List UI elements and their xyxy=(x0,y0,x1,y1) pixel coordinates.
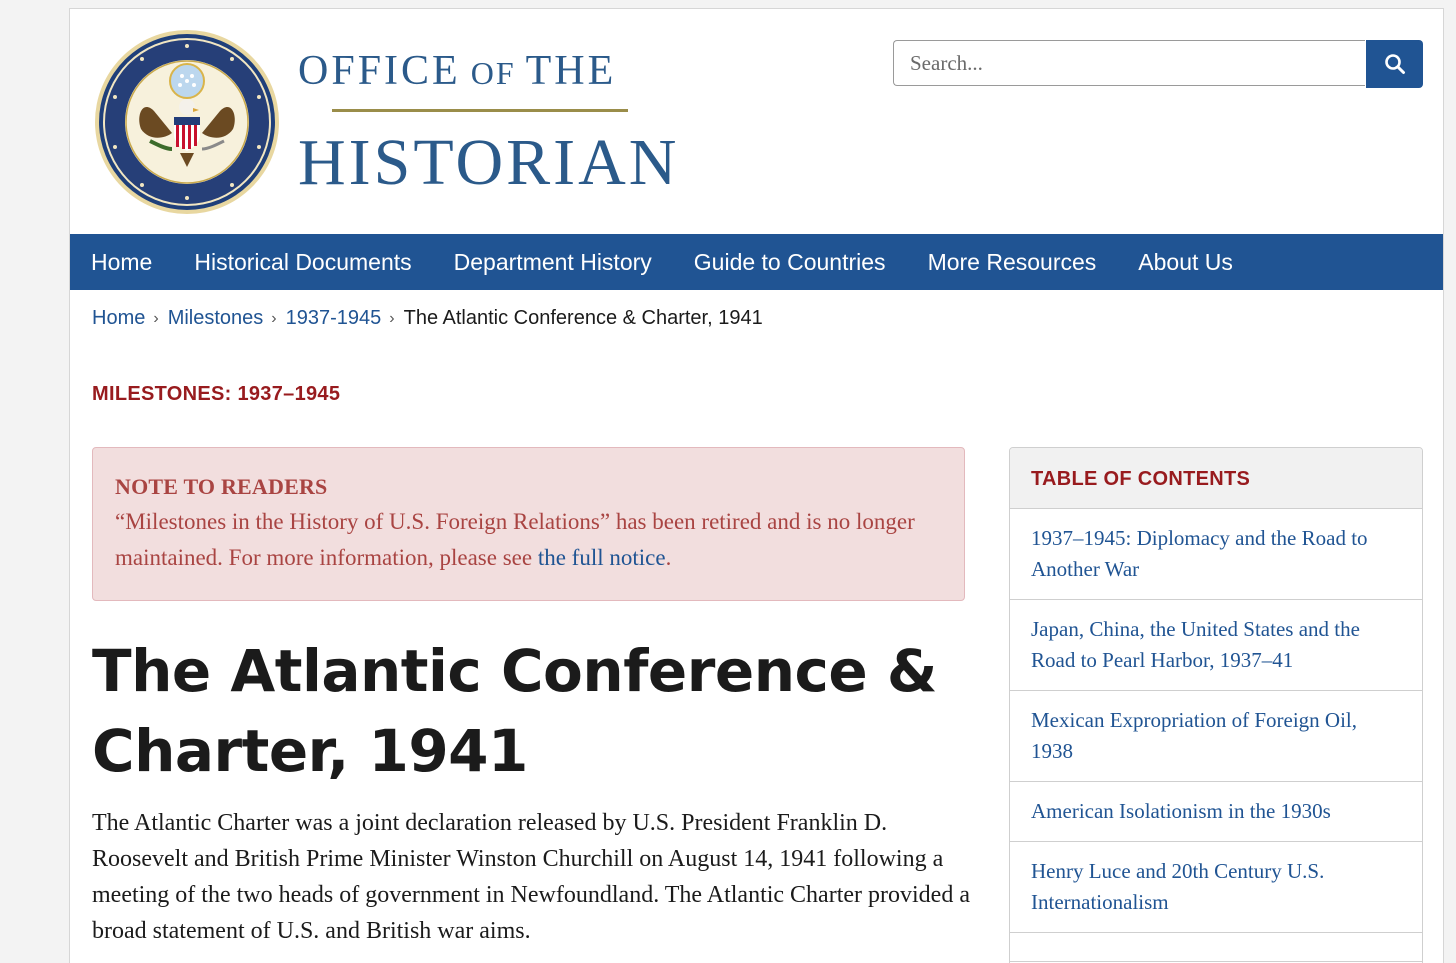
search-button[interactable] xyxy=(1366,40,1423,88)
breadcrumb-current: The Atlantic Conference & Charter, 1941 xyxy=(403,307,763,329)
breadcrumb xyxy=(92,307,763,330)
department-of-state-seal[interactable] xyxy=(94,29,280,215)
section-eyebrow: MILESTONES: 1937–1945 xyxy=(92,383,341,405)
toc-item[interactable]: Henry Luce and 20th Century U.S. Internationalism xyxy=(1010,842,1422,933)
main-nav xyxy=(70,234,1443,290)
logo-divider xyxy=(332,109,628,112)
logo-word-of: OF xyxy=(460,55,526,91)
nav-guide-to-countries[interactable]: Guide to Countries xyxy=(693,248,886,275)
nav-home[interactable]: Home xyxy=(91,248,153,275)
nav-about-us[interactable]: About Us xyxy=(1138,248,1233,275)
logo-word-the: THE xyxy=(525,48,617,94)
logo-historian[interactable]: HISTORIAN xyxy=(298,126,680,199)
note-to-readers xyxy=(92,447,965,601)
chevron-right-icon: › xyxy=(271,309,277,327)
toc-item[interactable] xyxy=(1010,933,1422,962)
note-end: . xyxy=(665,545,672,570)
toc-item[interactable]: Mexican Expropriation of Foreign Oil, 1938 xyxy=(1010,691,1422,782)
chevron-right-icon: › xyxy=(153,309,159,327)
logo-word-office: OFFICE xyxy=(298,48,461,94)
note-body xyxy=(115,504,942,576)
search-icon xyxy=(1384,53,1406,75)
breadcrumb-period[interactable]: 1937-1945 xyxy=(285,307,382,329)
page-title: The Atlantic Conference & Charter, 1941 xyxy=(92,637,937,785)
note-text: “Milestones in the History of U.S. Foreign Relations” has been retired and is no longer maintained. For more information, please see xyxy=(115,509,915,570)
breadcrumb-milestones[interactable]: Milestones xyxy=(167,307,264,329)
nav-more-resources[interactable]: More Resources xyxy=(927,248,1097,275)
chevron-right-icon: › xyxy=(389,309,395,327)
page-container xyxy=(69,8,1444,963)
logo-office-of-the[interactable] xyxy=(298,47,658,95)
article-intro: The Atlantic Charter was a joint declaration released by U.S. President Franklin D. Roosevelt and British Prime Minister Winston Churchill on August 14, 1941 following a meeting of the two heads of government in Newfoundland. The Atlantic Charter provided a broad statement of U.S. and British war aims. xyxy=(92,810,970,944)
nav-historical-documents[interactable]: Historical Documents xyxy=(194,248,412,275)
toc-item[interactable]: American Isolationism in the 1930s xyxy=(1010,782,1422,842)
note-title: NOTE TO READERS xyxy=(115,474,328,499)
nav-department-history[interactable]: Department History xyxy=(453,248,652,275)
toc-item[interactable]: Japan, China, the United States and the Road to Pearl Harbor, 1937–41 xyxy=(1010,600,1422,691)
search-input[interactable] xyxy=(893,40,1365,86)
breadcrumb-home[interactable]: Home xyxy=(92,307,146,329)
full-notice-link[interactable]: the full notice xyxy=(537,545,666,570)
toc-item[interactable]: 1937–1945: Diplomacy and the Road to Another War xyxy=(1010,509,1422,600)
toc-title: TABLE OF CONTENTS xyxy=(1010,448,1422,509)
table-of-contents xyxy=(1009,447,1423,963)
